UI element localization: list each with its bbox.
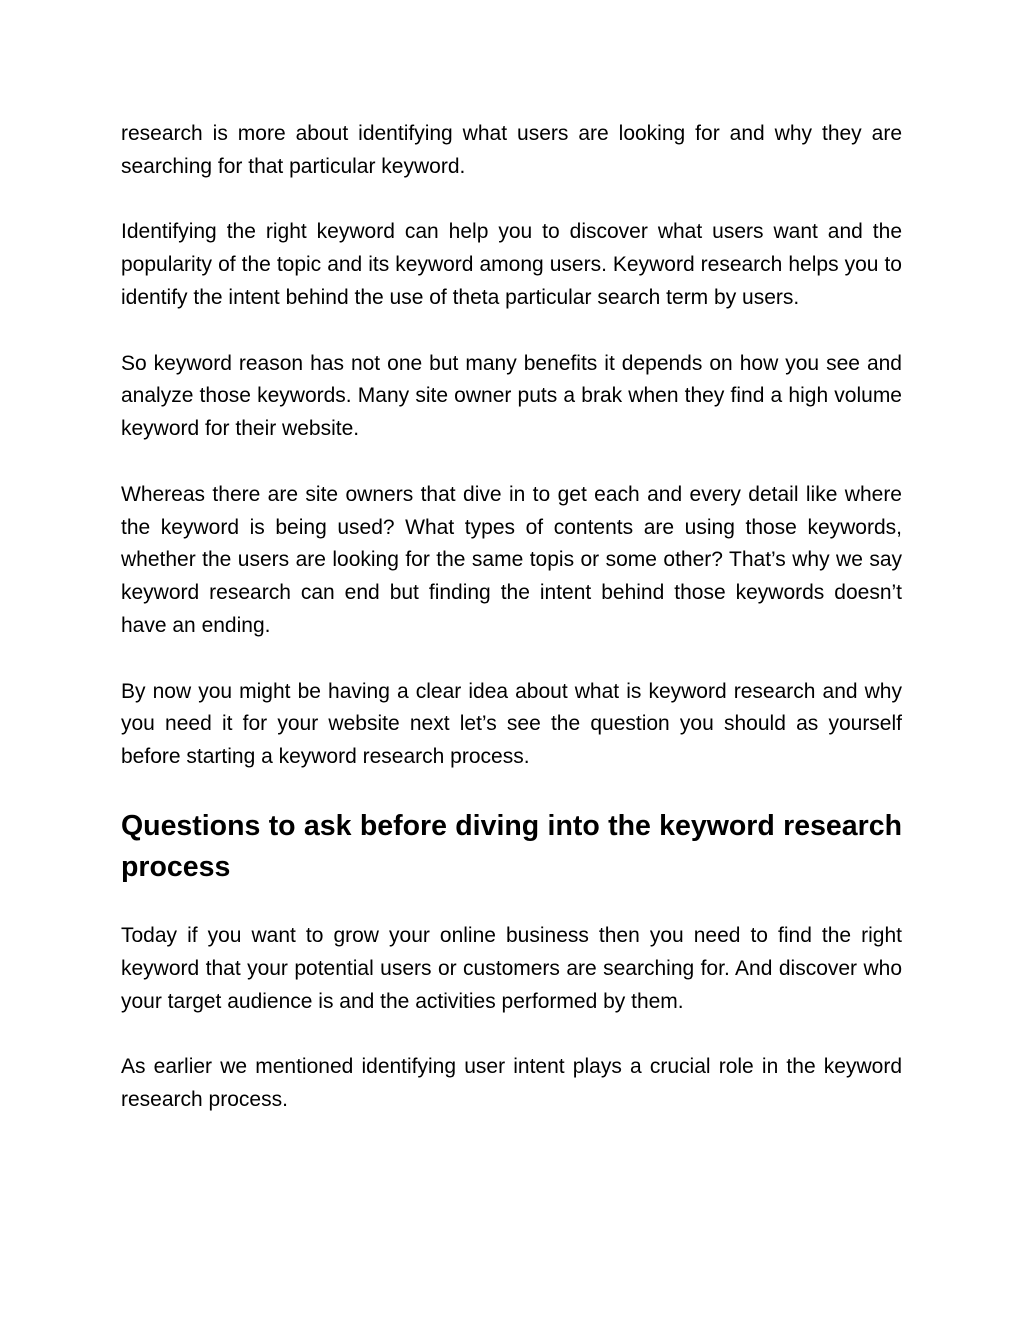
paragraph-spacer bbox=[121, 643, 902, 676]
paragraph-site-owners: Whereas there are site owners that dive in to get each and every detail like where the keyword is being used? What types of contents are using those keywords, whether the users are looking for the same topis or some other? That’s why we say keyword research can end but finding the intent behind those keywords doesn’t have an ending. bbox=[121, 482, 902, 637]
document-page bbox=[121, 118, 902, 1117]
heading-spacer bbox=[121, 888, 902, 920]
heading-spacer bbox=[121, 774, 902, 806]
paragraph-user-intent: As earlier we mentioned identifying user intent plays a crucial role in the keyword research process. bbox=[121, 1055, 902, 1111]
paragraph-identifying-keyword: Identifying the right keyword can help you to discover what users want and the popularity of the topic and its keyword among users. Keyword research helps you to identify the intent behind the use of theta particular search term by users. bbox=[121, 220, 902, 309]
paragraph-clear-idea: By now you might be having a clear idea about what is keyword research and why you need it for your website next let’s see the question you should as yourself before starting a keyword research process. bbox=[121, 679, 902, 769]
paragraph-spacer bbox=[121, 184, 902, 217]
paragraph-keyword-benefits: So keyword reason has not one but many benefits it depends on how you see and analyze those keywords. Many site owner puts a brak when they find a high volume keyword for their website. bbox=[121, 351, 902, 441]
paragraph-spacer bbox=[121, 315, 902, 348]
paragraph-grow-business: Today if you want to grow your online business then you need to find the right keyword that your potential users or customers are searching for. And discover who your target audience is and the activities performed by them. bbox=[121, 923, 902, 1013]
paragraph-spacer bbox=[121, 1018, 902, 1051]
section-heading: Questions to ask before diving into the keyword research process bbox=[121, 809, 902, 883]
paragraph-spacer bbox=[121, 446, 902, 479]
paragraph-research-definition: research is more about identifying what users are looking for and why they are searching for that particular keyword. bbox=[121, 122, 902, 178]
